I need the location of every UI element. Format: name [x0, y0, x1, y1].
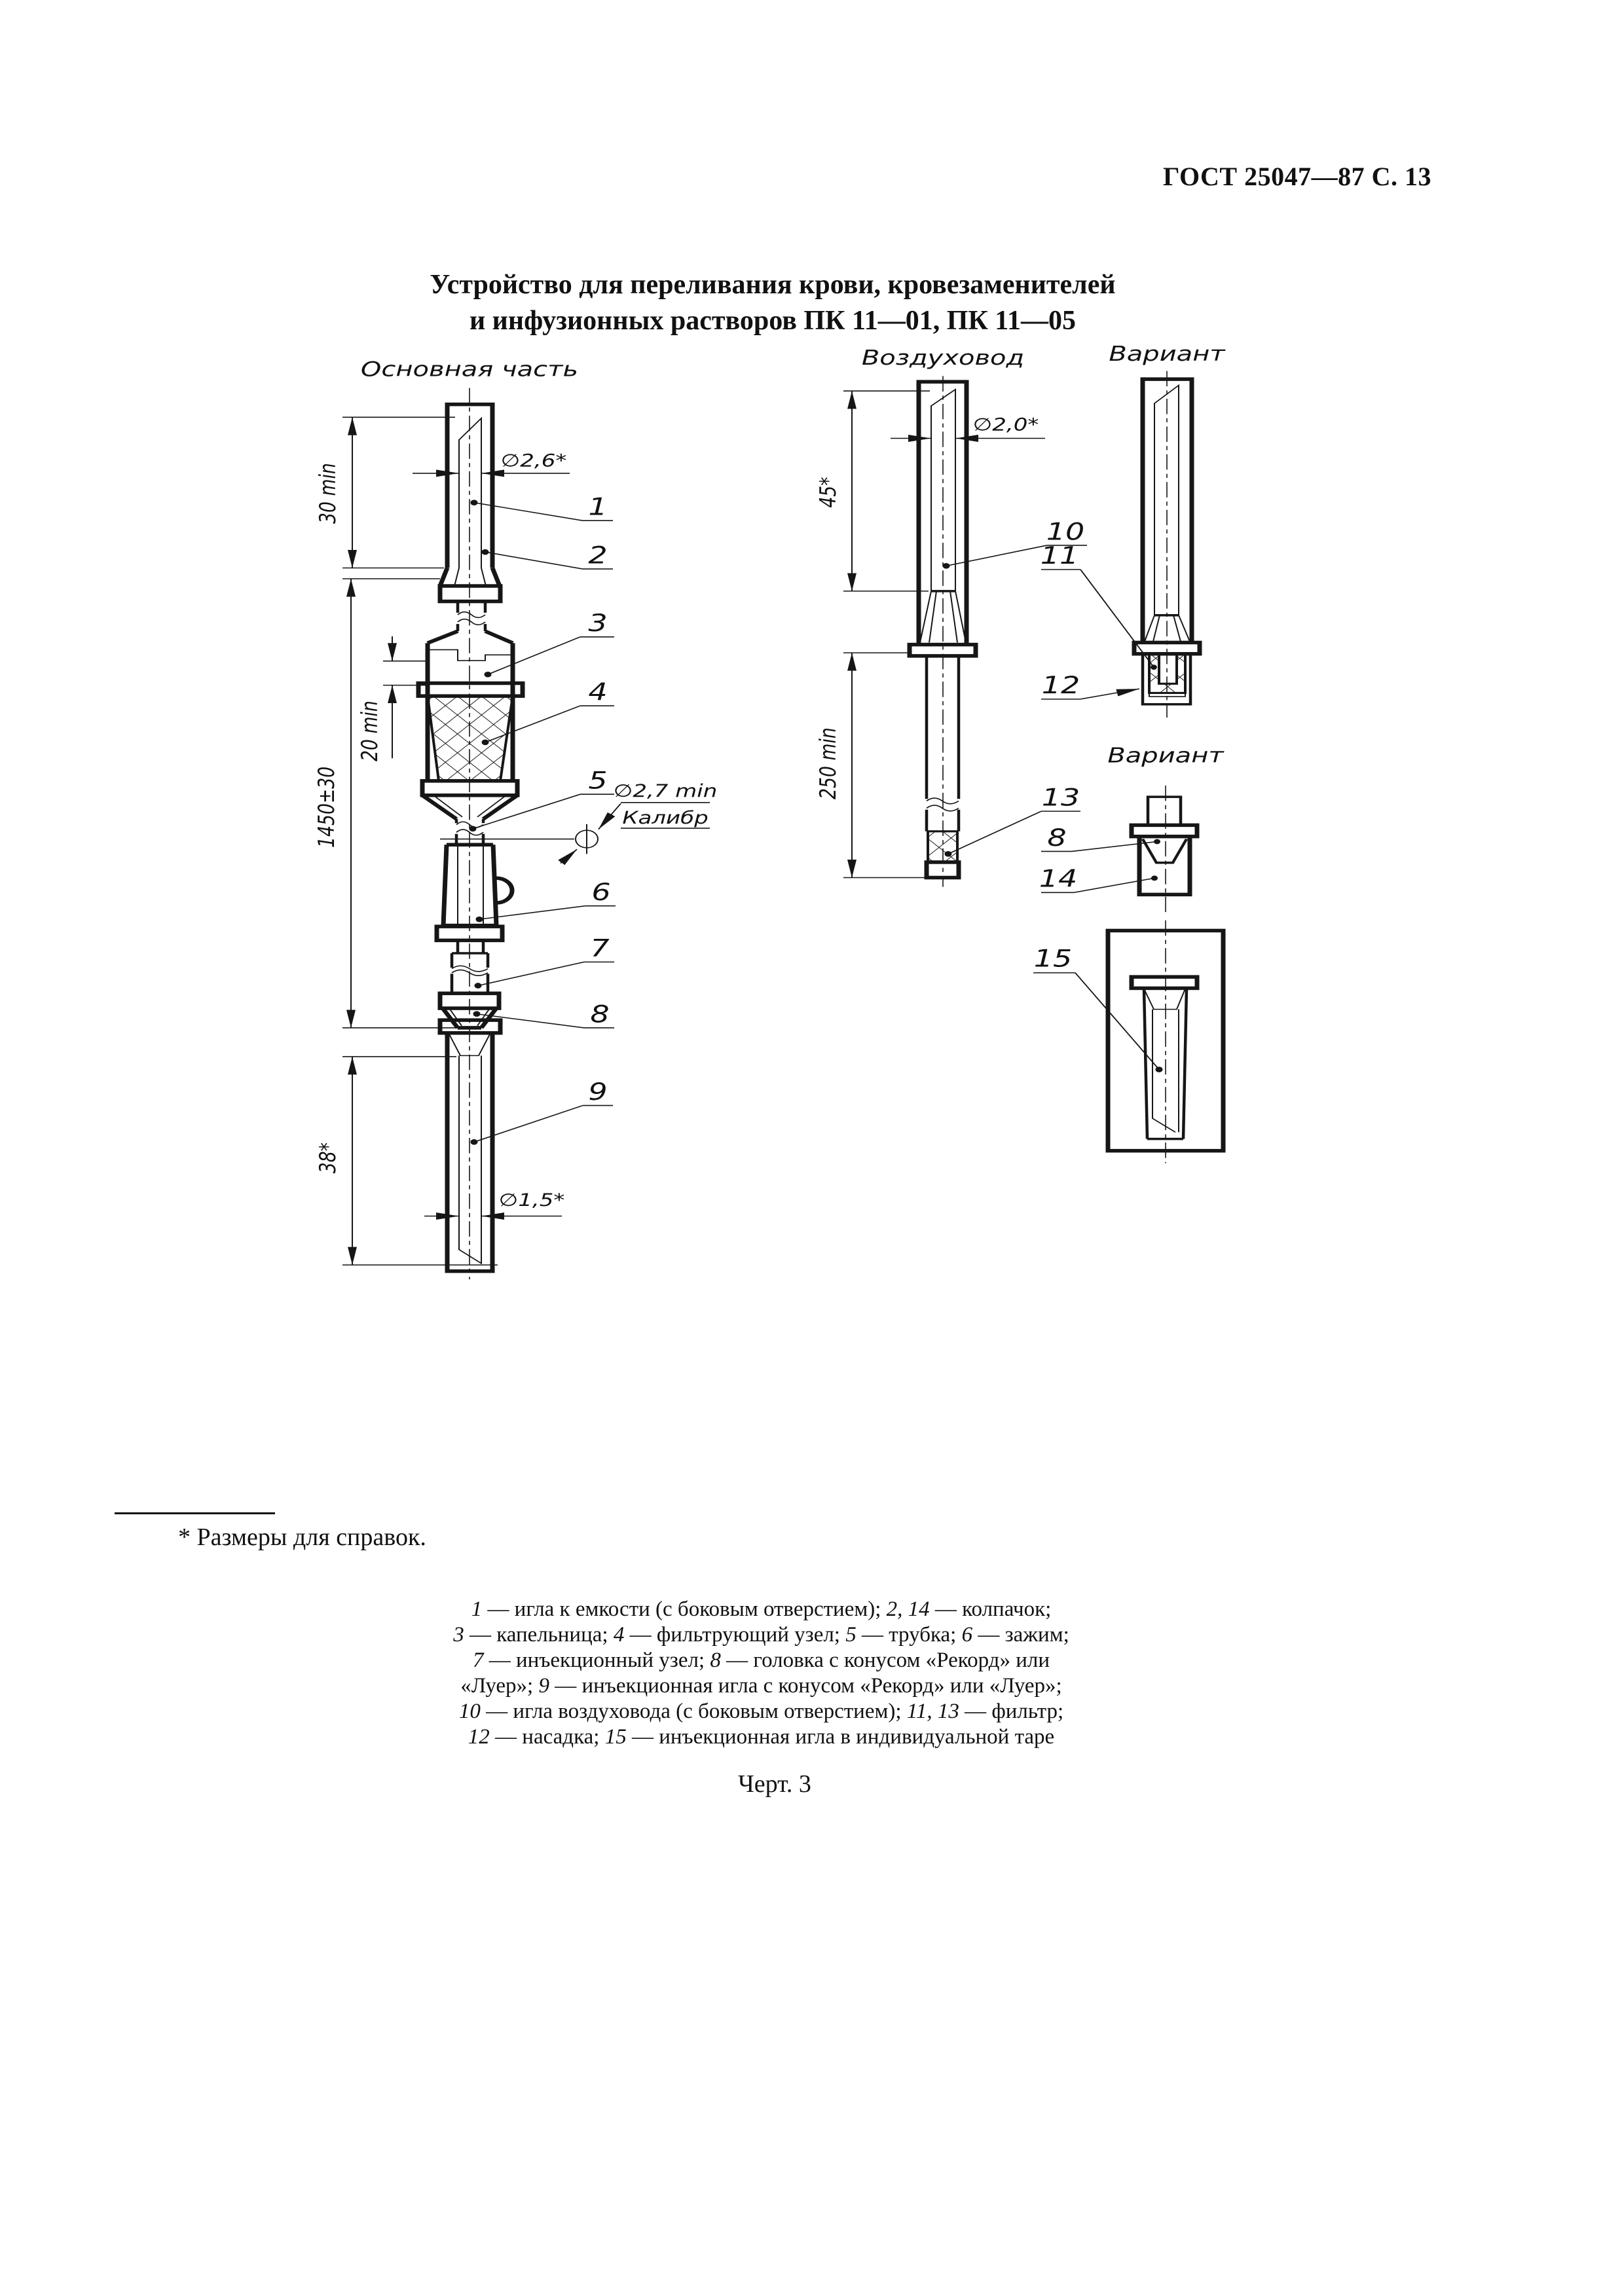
roller-clamp [437, 845, 512, 940]
legend-part-text: — трубка; [856, 1622, 962, 1647]
head-with-cap [1132, 797, 1197, 894]
dim-45 [816, 391, 930, 591]
legend-part-text: — колпачок; [929, 1597, 1052, 1621]
legend-part-text: — инъекционный узел; [483, 1648, 710, 1672]
legend-part-number: 5 [845, 1622, 857, 1647]
legend-part-number: 6 [961, 1622, 973, 1647]
callout-14: 14 [1039, 865, 1078, 893]
callout-2: 2 [588, 541, 608, 570]
legend-part-number: 3 [453, 1622, 464, 1647]
callout-7: 7 [590, 934, 610, 962]
legend-part-number: 4 [613, 1622, 625, 1647]
callout-4: 4 [588, 678, 608, 706]
dim-d2-7-label: ∅2,7 min [613, 781, 718, 802]
callout-15: 15 [1033, 945, 1073, 973]
technical-drawing [288, 334, 1310, 1558]
svg-text:38*: 38* [315, 1142, 341, 1174]
callout-9: 9 [588, 1078, 608, 1106]
packaged-needle-figure [1033, 920, 1223, 1163]
injection-needle-with-cap [440, 1020, 500, 1271]
callout-3: 3 [588, 609, 608, 637]
svg-text:1450±30: 1450±30 [314, 766, 340, 848]
legend-part-text: — фильтрующий узел; [624, 1622, 846, 1647]
parts-legend [354, 1596, 1169, 1751]
svg-text:30 min: 30 min [315, 463, 341, 524]
legend-line [354, 1674, 1169, 1698]
callout-1: 1 [588, 493, 608, 521]
figure-title-line1: Устройство для переливания крови, кровезаменителей [430, 270, 1116, 300]
main-figure-label: Основная часть [360, 357, 579, 382]
footnote: * Размеры для справок. [178, 1523, 426, 1551]
callout-8: 8 [590, 1000, 610, 1029]
svg-text:45*: 45* [815, 477, 841, 508]
legend-part-text: — насадка; [489, 1724, 605, 1749]
main-figure [314, 357, 717, 1279]
air-duct-label: Воздуховод [861, 346, 1025, 371]
callout-12: 12 [1041, 672, 1080, 699]
figure-title [275, 267, 1270, 340]
legend-part-text: — капельница; [464, 1622, 614, 1647]
svg-text:∅2,0*: ∅2,0* [972, 415, 1039, 435]
legend-part-number: 7 [473, 1648, 484, 1672]
legend-part-text: — инъекционная игла в индивидуальной таре [626, 1724, 1055, 1749]
variant-1-label: Вариант [1109, 342, 1225, 366]
air-duct-figure [816, 346, 1087, 886]
legend-line [354, 1597, 1169, 1622]
legend-part-text: — игла к емкости (с боковым отверстием); [482, 1597, 887, 1621]
legend-line [354, 1623, 1169, 1647]
callout-8b: 8 [1047, 824, 1067, 852]
dim-38 [316, 1057, 498, 1265]
svg-text:∅2,6*: ∅2,6* [500, 451, 567, 471]
page-header: ГОСТ 25047—87 С. 13 [1162, 162, 1431, 191]
svg-text:20 min: 20 min [357, 701, 383, 761]
legend-line [354, 1725, 1169, 1749]
legend-part-number: 11, 13 [906, 1699, 959, 1723]
legend-line [354, 1700, 1169, 1724]
legend-part-number: 15 [604, 1724, 627, 1749]
dim-30min [316, 417, 455, 568]
calibre-label: Калибр [622, 808, 709, 828]
legend-part-text: — фильтр; [959, 1699, 1064, 1723]
bottle-needle-with-cap [440, 405, 500, 625]
dim-250min [816, 653, 927, 877]
legend-part-text: «Луер»; [460, 1673, 539, 1698]
legend-part-number: 10 [458, 1699, 481, 1723]
dim-20min [358, 636, 428, 761]
callout-11: 11 [1040, 542, 1079, 570]
variant-2-figure [1039, 744, 1225, 915]
svg-text:∅1,5*: ∅1,5* [498, 1190, 565, 1211]
svg-text:250 min: 250 min [815, 727, 841, 799]
legend-part-text: — игла воздуховода (с боковым отверстием); [480, 1699, 907, 1723]
legend-part-number: 1 [471, 1597, 483, 1621]
legend-part-text: — инъекционная игла с конусом «Рекорд» или «Луер»; [549, 1673, 1062, 1698]
variant-2-label: Вариант [1107, 744, 1224, 768]
callout-13: 13 [1041, 784, 1080, 812]
figure-title-line2: и инфузионных растворов ПК 11—01, ПК 11—05 [469, 306, 1076, 337]
callout-10: 10 [1046, 518, 1085, 546]
footnote-rule [115, 1512, 275, 1514]
legend-part-text: — зажим; [972, 1622, 1069, 1647]
needle-in-tare [1132, 977, 1197, 1139]
legend-part-text: — головка с конусом «Рекорд» или [720, 1648, 1050, 1672]
legend-part-number: 2, 14 [886, 1597, 930, 1621]
legend-line [354, 1649, 1169, 1673]
callout-6: 6 [591, 878, 611, 906]
legend-part-number: 12 [468, 1724, 490, 1749]
legend-part-number: 9 [538, 1673, 549, 1698]
legend-part-number: 8 [710, 1648, 721, 1672]
callout-5: 5 [588, 767, 608, 795]
figure-caption: Черт. 3 [738, 1770, 811, 1798]
